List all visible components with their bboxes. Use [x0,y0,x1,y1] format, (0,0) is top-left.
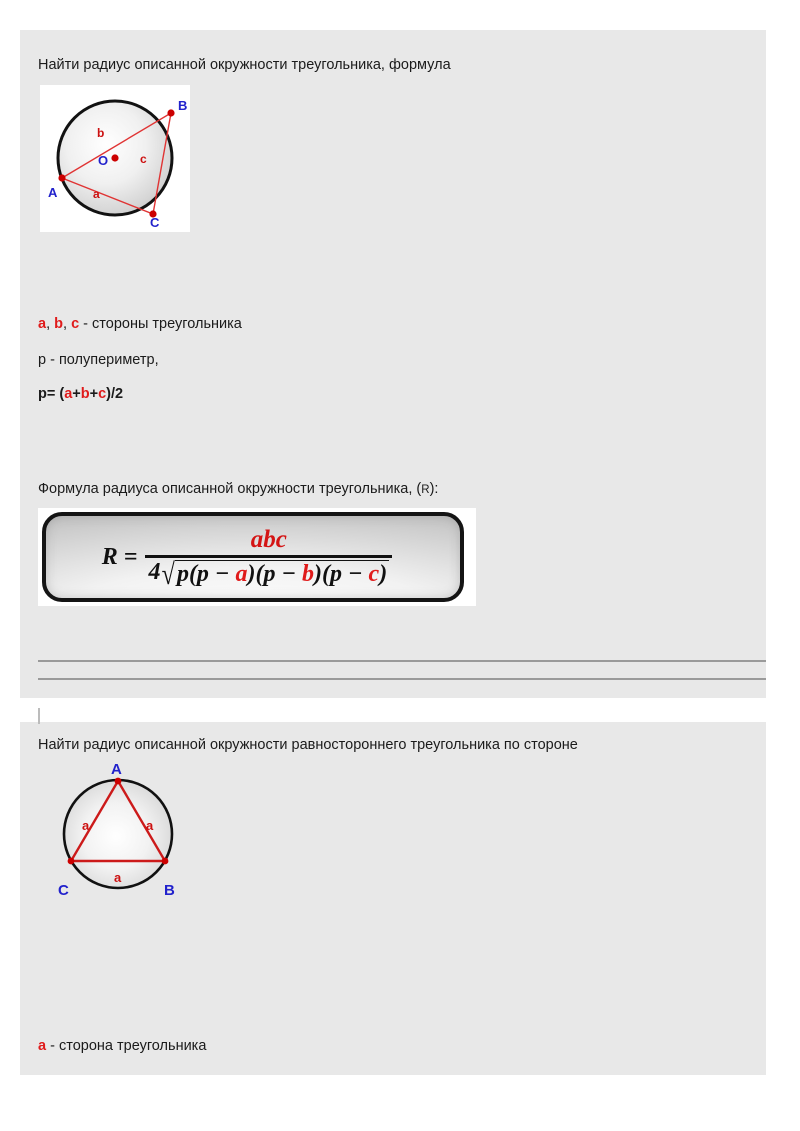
divider-rule-bottom [38,678,766,680]
svg-text:B: B [178,98,188,113]
svg-text:O: O [98,153,109,168]
p-formula-c: c [98,386,107,402]
section-one-heading: Найти радиус описанной окружности треугольника, формула [38,57,451,73]
radicand [175,560,389,588]
denominator-coefficient: 4 [148,558,161,585]
formula-image-frame [38,508,476,606]
formula-lhs: R = [101,543,138,570]
radicand-part-3: )(p − [247,560,303,587]
diagram-two-frame [40,762,210,910]
p-formula-plus-1: + [72,386,81,402]
svg-text:a: a [82,818,90,833]
formula-fraction [145,525,392,591]
note-sides-text: - стороны треугольника [79,316,242,332]
note-side-c: c [71,316,80,332]
svg-text:A: A [111,762,122,778]
formula-heading [38,480,438,500]
radicand-part-7: ) [379,560,388,587]
formula-expression [101,525,392,591]
note-side-equilateral [38,1038,206,1054]
diagram-one-frame [40,85,190,232]
radicand-part-6: c [368,560,380,587]
divider-rule-top [38,660,766,662]
radicand-part-5: )(p − [314,560,369,587]
section-two-heading: Найти радиус описанной окружности равностороннего треугольника по стороне [38,737,578,753]
svg-text:a: a [114,870,122,885]
formula-heading-symbol: R [421,484,430,496]
section-equilateral-circumradius [20,722,766,1075]
circumradius-formula-plate [42,512,464,602]
radicand-part-1: p(p − [176,560,236,587]
radicand-part-4: b [302,560,315,587]
section-triangle-circumradius [20,30,766,698]
note-p-formula [38,386,123,402]
note-sep-1: , [46,316,55,332]
p-formula-prefix: p= ( [38,386,65,402]
radical [160,557,389,591]
note-side-text: - сторона треугольника [46,1038,207,1054]
p-formula-b: b [80,386,90,402]
circumscribed-circle-triangle-diagram [40,85,190,232]
fraction-bar [145,555,392,558]
note-side-a: a [38,316,47,332]
svg-text:C: C [150,215,160,230]
svg-text:c: c [140,152,147,166]
formula-heading-suffix: ): [429,481,439,497]
note-sides [38,316,242,332]
caret-mark [38,708,40,724]
svg-text:a: a [146,818,154,833]
note-semiperimeter: p - полупериметр, [38,352,159,368]
svg-text:a: a [93,187,100,201]
radicand-part-2: a [235,560,248,587]
svg-text:B: B [164,882,175,899]
formula-heading-prefix: Формула радиуса описанной окружности треугольника, ( [38,481,422,497]
note-side-b: b [54,316,63,332]
note-sep-2: , [63,316,72,332]
radical-sign: √ [162,557,176,591]
p-formula-plus-2: + [89,386,99,402]
formula-numerator: abc [250,525,287,553]
p-formula-suffix: )/2 [106,386,124,402]
svg-text:b: b [97,126,105,140]
svg-text:A: A [48,185,58,200]
formula-denominator [145,557,392,591]
svg-text:C: C [58,882,69,899]
note-side-letter: a [38,1038,47,1054]
p-formula-a: a [64,386,73,402]
circumscribed-circle-equilateral-triangle-diagram [40,762,210,910]
